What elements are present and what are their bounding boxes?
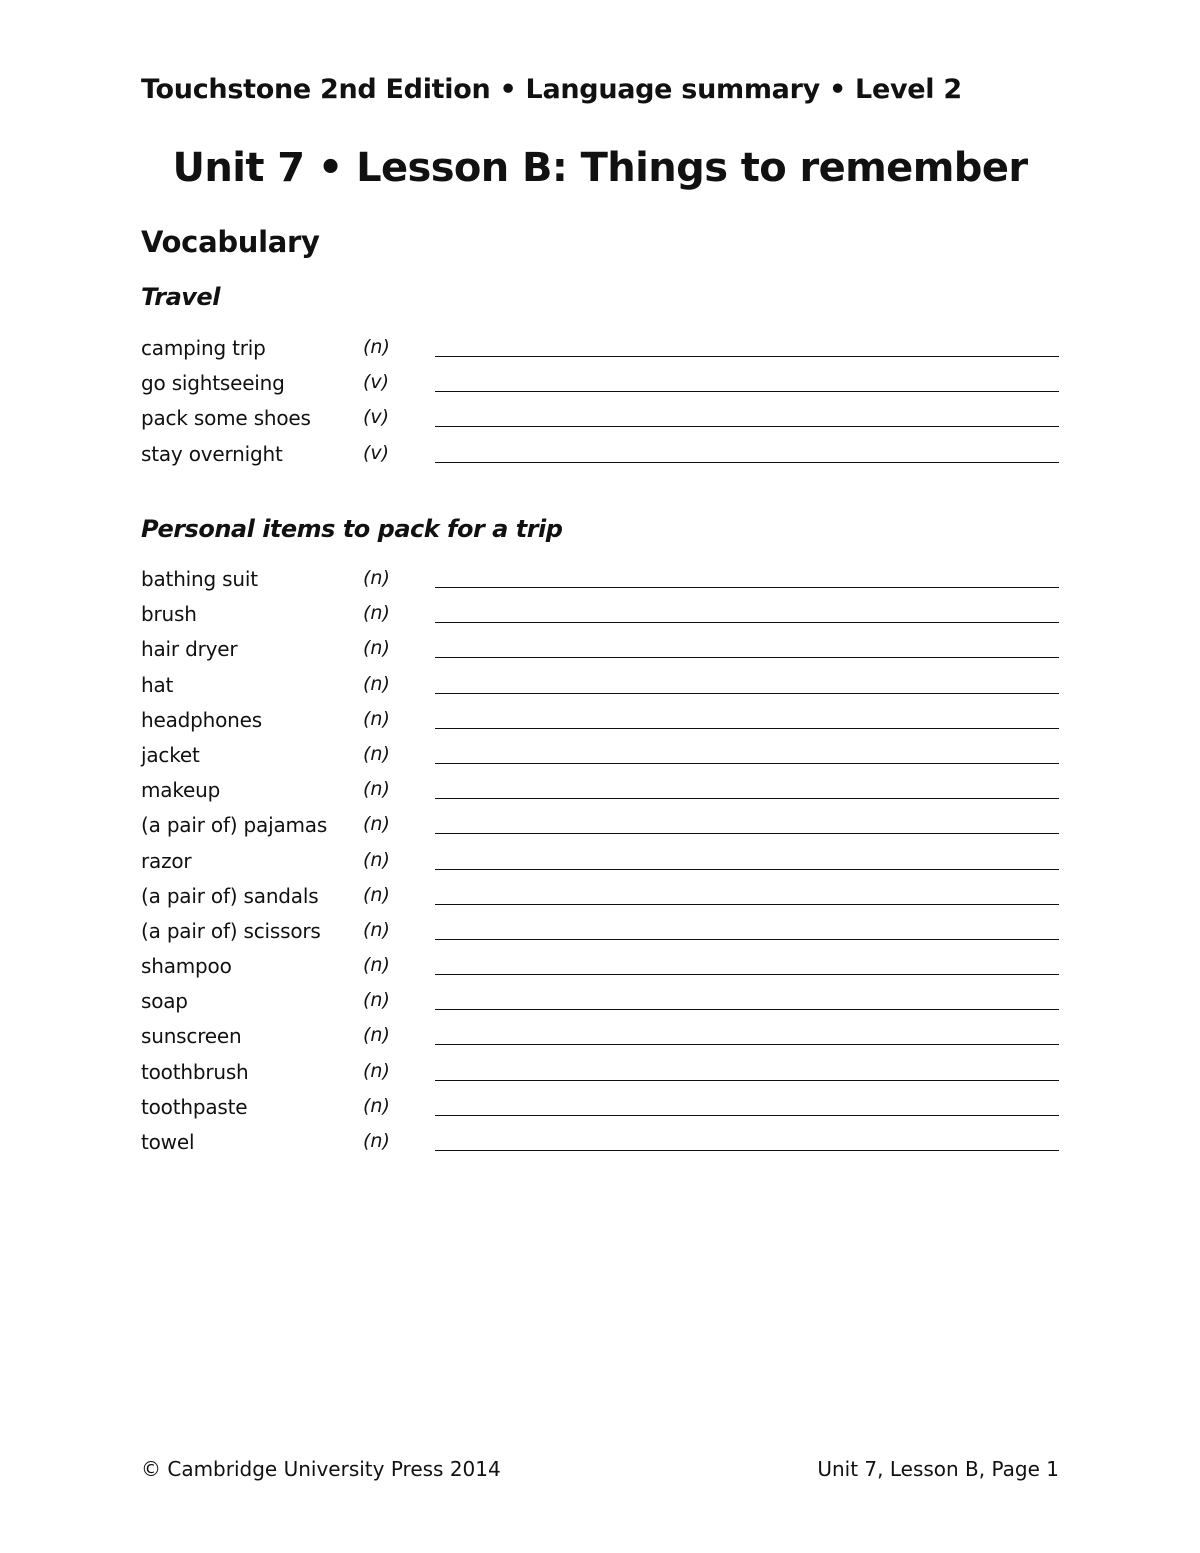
vocabulary-word: shampoo	[141, 954, 232, 979]
header-series-line: Touchstone 2nd Edition • Language summary • Level 2	[141, 74, 962, 105]
part-of-speech: (n)	[363, 742, 390, 765]
answer-blank-line	[435, 657, 1059, 658]
part-of-speech: (n)	[363, 602, 390, 625]
answer-blank-line	[435, 798, 1059, 799]
subsection-title-personal-items: Personal items to pack for a trip	[141, 515, 563, 543]
page-title: Unit 7 • Lesson B: Things to remember	[172, 145, 1028, 191]
part-of-speech: (n)	[363, 848, 390, 871]
footer-page-reference: Unit 7, Lesson B, Page 1	[817, 1457, 1059, 1481]
part-of-speech: (n)	[363, 778, 390, 801]
part-of-speech: (v)	[363, 371, 390, 394]
answer-blank-line	[435, 622, 1059, 623]
vocabulary-row	[141, 989, 1059, 1024]
vocabulary-row	[141, 1060, 1059, 1095]
vocabulary-row	[141, 406, 1059, 441]
vocabulary-row	[141, 849, 1059, 884]
part-of-speech: (n)	[363, 954, 390, 977]
vocabulary-word: toothpaste	[141, 1094, 248, 1119]
part-of-speech: (n)	[363, 1024, 390, 1047]
answer-blank-line	[435, 833, 1059, 834]
vocabulary-row	[141, 673, 1059, 708]
word-list-travel	[141, 336, 1059, 477]
vocabulary-word: (a pair of) scissors	[141, 918, 321, 943]
section-title-vocabulary: Vocabulary	[141, 225, 320, 259]
word-list-personal-items	[141, 567, 1059, 1165]
answer-blank-line	[435, 1080, 1059, 1081]
vocabulary-word: pack some shoes	[141, 406, 311, 431]
part-of-speech: (v)	[363, 406, 390, 429]
answer-blank-line	[435, 587, 1059, 588]
answer-blank-line	[435, 763, 1059, 764]
vocabulary-word: razor	[141, 848, 192, 873]
vocabulary-row	[141, 567, 1059, 602]
answer-blank-line	[435, 1044, 1059, 1045]
vocabulary-word: headphones	[141, 707, 262, 732]
vocabulary-word: sunscreen	[141, 1024, 242, 1049]
answer-blank-line	[435, 1115, 1059, 1116]
answer-blank-line	[435, 1150, 1059, 1151]
part-of-speech: (n)	[363, 637, 390, 660]
vocabulary-row	[141, 954, 1059, 989]
subsection-title-travel: Travel	[141, 283, 220, 311]
vocabulary-row	[141, 813, 1059, 848]
part-of-speech: (n)	[363, 883, 390, 906]
part-of-speech: (n)	[363, 336, 390, 358]
vocabulary-word: towel	[141, 1130, 195, 1154]
part-of-speech: (n)	[363, 672, 390, 695]
answer-blank-line	[435, 356, 1059, 357]
vocabulary-row	[141, 336, 1059, 371]
part-of-speech: (n)	[363, 567, 390, 589]
vocabulary-row	[141, 884, 1059, 919]
vocabulary-word: jacket	[141, 742, 200, 767]
vocabulary-word: hat	[141, 672, 174, 697]
part-of-speech: (n)	[363, 918, 390, 941]
vocabulary-word: soap	[141, 989, 188, 1014]
footer-copyright: © Cambridge University Press 2014	[141, 1457, 501, 1481]
vocabulary-word: toothbrush	[141, 1059, 249, 1084]
vocabulary-row	[141, 743, 1059, 778]
vocabulary-row	[141, 778, 1059, 813]
part-of-speech: (n)	[363, 1094, 390, 1117]
vocabulary-row	[141, 442, 1059, 477]
vocabulary-word: makeup	[141, 778, 221, 803]
vocabulary-row	[141, 1095, 1059, 1130]
part-of-speech: (n)	[363, 1059, 390, 1082]
part-of-speech: (n)	[363, 989, 390, 1012]
answer-blank-line	[435, 391, 1059, 392]
vocabulary-word: bathing suit	[141, 567, 258, 591]
vocabulary-row	[141, 1024, 1059, 1059]
vocabulary-row	[141, 1130, 1059, 1165]
vocabulary-row	[141, 708, 1059, 743]
vocabulary-row	[141, 371, 1059, 406]
vocabulary-word: stay overnight	[141, 441, 283, 466]
answer-blank-line	[435, 939, 1059, 940]
vocabulary-row	[141, 919, 1059, 954]
answer-blank-line	[435, 974, 1059, 975]
vocabulary-word: brush	[141, 602, 197, 627]
vocabulary-word: (a pair of) sandals	[141, 883, 319, 908]
vocabulary-word: hair dryer	[141, 637, 238, 662]
part-of-speech: (v)	[363, 441, 390, 464]
answer-blank-line	[435, 904, 1059, 905]
vocabulary-word: camping trip	[141, 336, 266, 360]
part-of-speech: (n)	[363, 813, 390, 836]
answer-blank-line	[435, 1009, 1059, 1010]
vocabulary-word: go sightseeing	[141, 371, 285, 396]
part-of-speech: (n)	[363, 1130, 390, 1152]
vocabulary-word: (a pair of) pajamas	[141, 813, 328, 838]
answer-blank-line	[435, 728, 1059, 729]
answer-blank-line	[435, 693, 1059, 694]
part-of-speech: (n)	[363, 707, 390, 730]
vocabulary-row	[141, 637, 1059, 672]
answer-blank-line	[435, 426, 1059, 427]
vocabulary-row	[141, 602, 1059, 637]
answer-blank-line	[435, 869, 1059, 870]
answer-blank-line	[435, 462, 1059, 463]
